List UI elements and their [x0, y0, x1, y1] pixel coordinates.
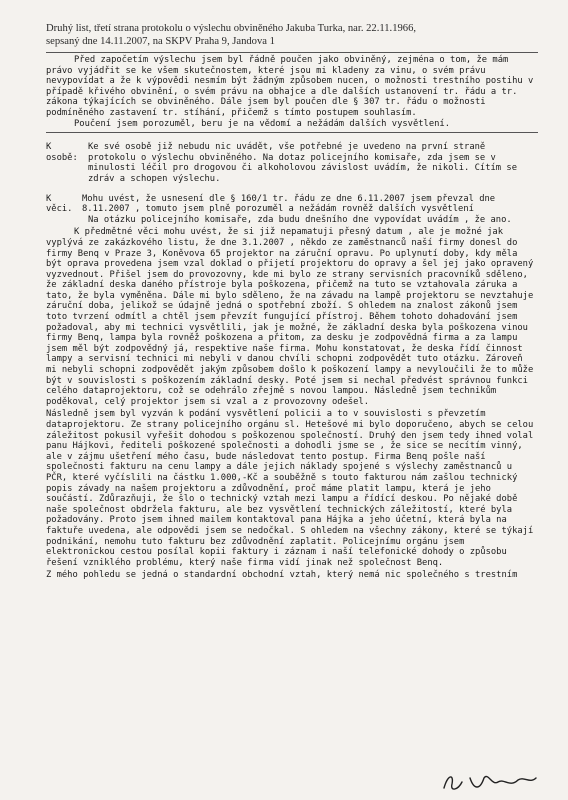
matter-paragraph-1: K předmětné věci mohu uvést, že si již nepamatuji přesný datum , ale je možné jak vyplývá ze zakázkového listu, že dne 3.1.2007 , někdo ze zaměstnanců naší firmy donesl do firmy Benq v Praze 3, Koněvova 65 projektor na záruční opravu. Po uplynutí doby, kdy měla být oprava provedena jsem vzal doklad o přijetí projektoru do opravy a šel jej jako opravený vyzvednout. Přišel jsem do provozovny, kde mi bylo ze strany servisních pracovníků sděleno, že základní deska daného přístroje byla poškozena, přičemž na tuto se vztahovala záruka a tato, že byla vyměněna. Dále mi bylo sděleno, že na závadu na lampě projektoru se nevztahuje záruční doba, jelikož se údajně jedná o spotřební zboží. S ohledem na znalost zákonů jsem toto tvrzení odmítl a chtěl jsem převzít fungující přístroj. Během tohoto dohadování jsem požadoval, aby mi technici vysvětlili, jak je možné, že základní deska byla poškozena vinou firmy Benq, lampa byla rovněž poškozena a přitom, za desku je zodpovědná firma a za lampu jsem měl být zodpovědný já, respektive naše firma. Mohu konstatovat, že deska řídí činnost lampy a servisní technici mi nebyli v danou chvíli schopni zodpovědět tuto otázku. Zároveň mi nebyli schopni zodpovědět jakým způsobem došlo k poškození lampy a nevyloučili že to může být v souvislosti s poškozením základní desky. Poté jsem si nechal předvést správnou funkci celého dataprojektoru, což se odehrálo zřejmě s novou lampou. Následně jsem technikům poděkoval, celý projektor jsem si vzal a z provozovny odešel. [46, 227, 534, 407]
header-line-2: sepsaný dne 14.11.2007, na SKPV Praha 9, Jandova 1 [46, 36, 275, 47]
matter-paragraph-2: Následně jsem byl vyzván k podání vysvětlení policii a to v souvislosti s převzetím dataprojektoru. Ze strany policejního orgánu sl. Hetešové mi bylo doporučeno, abych se celou záležitost pokusil vyřešit dohodou s poškozenou společností. Druhý den jsem tedy ihned volal panu Hájkovi, řediteli poškozené společnosti a dohodli jsme se , že sice se necítím vinný, ale v zájmu ušetření mého času, bude následovat tento postup. Firma Benq pošle naší společnosti fakturu na cenu lampy a dále jejich náklady spojené s výslechy zaměstnanců u PČR, které vyčíslili na částku 1.000,-Kč a souběžně s touto fakturou nám zašlou technický popis závady na našem projektoru a zdůvodnění, proč máme platit lampu, která je jeho součástí. Zdůrazňuji, že šlo o technický vztah mezi lampu a řídící deskou. Po nějaké době naše společnost obdržela fakturu, ale bez vysvětlení technických záležitostí, které byla požadovány. Proto jsem ihned mailem kontaktoval pana Hájka a jeho účetní, která byla na faktuře uvedena, ale odpovědi jsem se nedočkal. S ohledem na všechny zákony, které se týkají podnikání, nemohu tuto fakturu bez zdůvodnění zaplatit. Policejnímu orgánu jsem elektronickou cestou posílal kopii faktury i záznam i naší telefonické dohody o způsobu řešení vzniklého problému, který naše firma vidí jinak než společnost Benq. [46, 409, 534, 568]
matter-section [46, 194, 538, 581]
protocol-header [46, 22, 538, 48]
caution-paragraph: Před započetím výslechu jsem byl řádně poučen jako obviněný, zejména o tom, že mám právo vyjádřit se ke všem skutečnostem, které jsou mi kladeny za vinu, o svém právu nevypovídat a že k výpovědi nesmím být žádným způsobem nucen, o možnosti trestního postihu v případě křivého obvinění, o svém právu na obhajce a dle dalších ustanovení tr. řádu a tr. zákona týkajících se obviněného. Dále jsem byl poučen dle § 307 tr. řádu o možnosti podmíněného zastavení tr. stíhání, přičemž s tímto postupem souhlasím. [46, 55, 534, 118]
matter-lead-row [46, 194, 538, 215]
header-line-1: Druhý list, třetí strana protokolu o výslechu obviněného Jakuba Turka, nar. 22.11.1966, [46, 23, 417, 34]
caution-acknowledgement: Poučení jsem porozuměl, beru je na vědomí a nežádám dalších vysvětlení. [74, 118, 451, 129]
person-section [46, 142, 538, 184]
person-label: K osobě: [46, 142, 78, 163]
matter-paragraph-3: Z mého pohledu se jedná o standardní obchodní vztah, který nemá nic společného s trestním [46, 570, 518, 581]
matter-lead: Mohu uvést, že usnesení dle § 160/1 tr. řádu ze dne 6.11.2007 jsem převzal dne 8.11.2007 , tomuto jsem plně porozuměl a nežádám rovněž dalších vysvětlení [82, 193, 496, 215]
signature [440, 768, 540, 796]
person-text: Ke své osobě již nebudu nic uvádět, vše potřebné je uvedeno na první straně protokolu o výslechu obviněného. Na dotaz policejního komisaře, zda jsem se v minulosti léčil pro drogovou či alkoholovou závislost uvádím, že nikoli. Cítím se zdráv a schopen výslechu. [88, 142, 517, 184]
caution-section [46, 52, 538, 133]
matter-question: Na otázku policejního komisaře, zda budu dnešního dne vypovídat uvádím , že ano. [88, 214, 512, 225]
matter-label: K věci. [46, 193, 73, 215]
